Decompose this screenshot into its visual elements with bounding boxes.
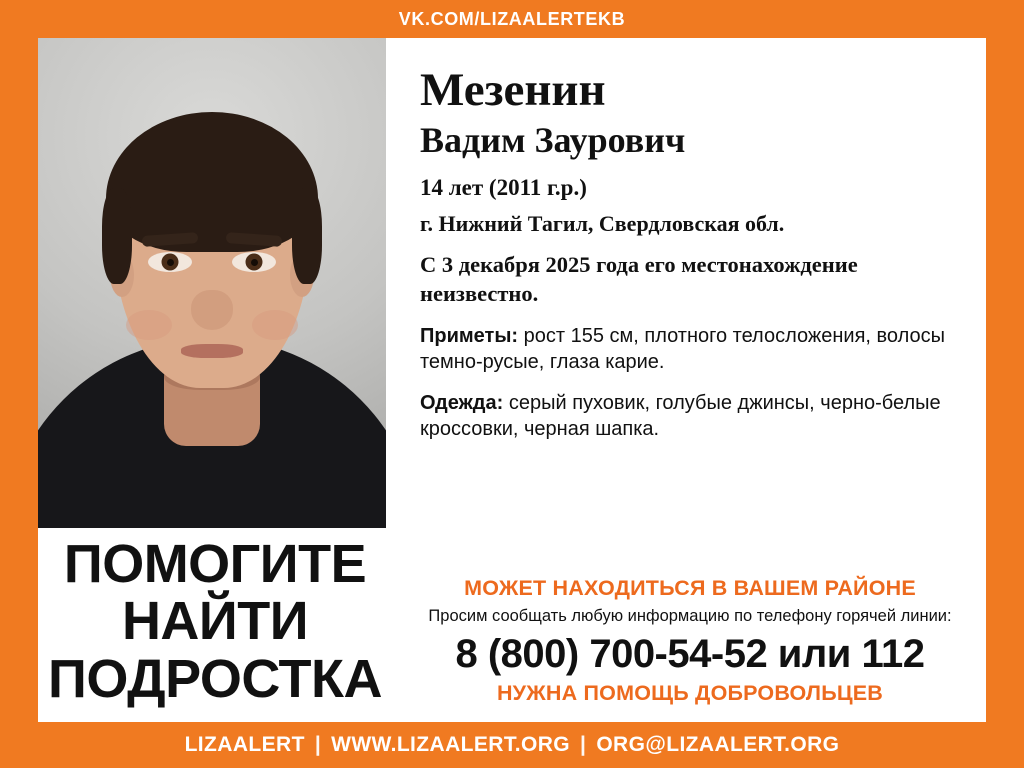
person-city: г. Нижний Тагил, Свердловская обл. xyxy=(420,210,785,236)
volunteers-needed-text: НУЖНА ПОМОЩЬ ДОБРОВОЛЬЦЕВ xyxy=(496,681,884,705)
poster-card xyxy=(38,38,986,722)
nose-shape xyxy=(191,290,233,330)
help-line-2: НАЙТИ xyxy=(121,591,309,652)
clothes-text: серый пуховик, голубые джинсы, черно-белые кроссовки, черная шапка. xyxy=(420,391,941,441)
banner-separator-2: | xyxy=(580,733,587,756)
clothes-label: Одежда: xyxy=(420,391,504,414)
brand-name: LIZAALERT xyxy=(184,733,305,756)
top-banner-text: VK.COM/LIZAALERTEKB xyxy=(398,8,626,29)
person-age: 14 лет (2011 г.р.) xyxy=(420,174,587,200)
features-label: Приметы: xyxy=(420,324,519,347)
person-last-name: Мезенин xyxy=(420,64,606,116)
eye-left-shape xyxy=(148,252,192,272)
portrait-photo xyxy=(38,38,386,528)
details-column xyxy=(386,38,986,722)
clothes-paragraph xyxy=(420,390,960,443)
hair-side-right-shape xyxy=(292,188,322,284)
person-first-patronymic: Вадим Заурович xyxy=(420,120,686,161)
hotline-phone[interactable]: 8 (800) 700-54-52 или 112 xyxy=(455,632,925,676)
portrait-illustration xyxy=(38,38,386,528)
hair-side-left-shape xyxy=(102,188,132,284)
bottom-banner xyxy=(0,722,1024,768)
help-line-3: ПОДРОСТКА xyxy=(48,648,382,709)
cheek-left-shape xyxy=(126,310,172,340)
banner-separator-1: | xyxy=(314,733,322,756)
contact-callout xyxy=(420,576,960,710)
missing-since-text: С 3 декабря 2025 года его местонахождение неизвестно. xyxy=(420,251,858,306)
left-column xyxy=(38,38,386,722)
eye-right-shape xyxy=(232,252,276,272)
help-headline-block xyxy=(38,528,386,722)
top-banner xyxy=(0,0,1024,38)
email-link[interactable]: ORG@LIZAALERT.ORG xyxy=(596,733,840,756)
details-spacer xyxy=(420,457,960,576)
callout-headline: МОЖЕТ НАХОДИТЬСЯ В ВАШЕМ РАЙОНЕ xyxy=(464,576,916,600)
cheek-right-shape xyxy=(252,310,298,340)
mouth-shape xyxy=(181,344,243,358)
help-line-1: ПОМОГИТЕ xyxy=(63,534,367,595)
callout-subline: Просим сообщать любую информацию по телефону горячей линии: xyxy=(428,607,952,625)
website-link[interactable]: WWW.LIZAALERT.ORG xyxy=(331,733,571,756)
features-paragraph xyxy=(420,323,960,376)
features-text: рост 155 см, плотного телосложения, волосы темно-русые, глаза карие. xyxy=(420,324,946,374)
